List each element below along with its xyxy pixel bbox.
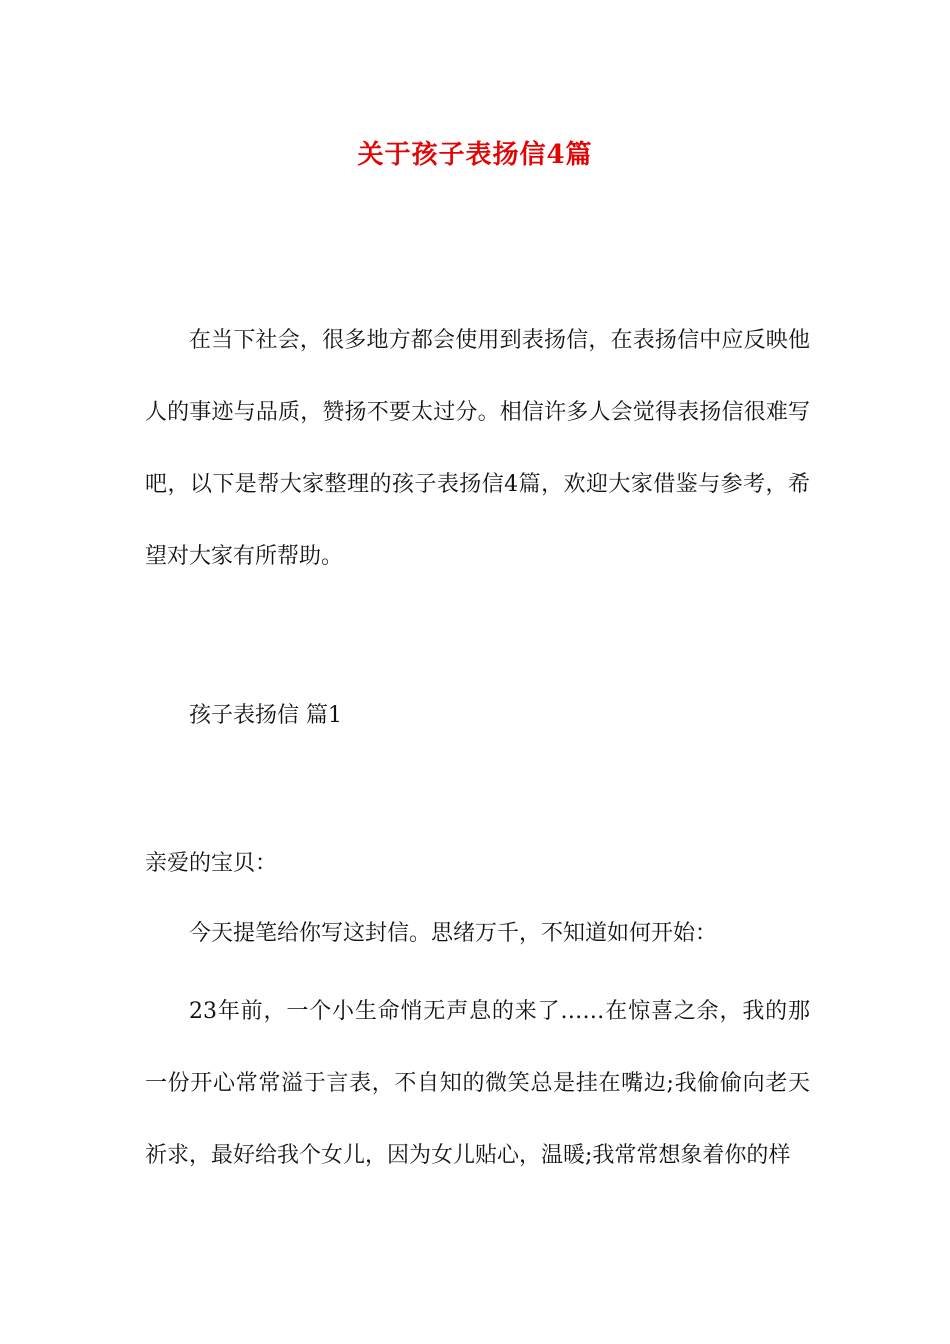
- section-heading: 孩子表扬信 篇1: [189, 703, 342, 728]
- body-paragraph-1: 今天提笔给你写这封信。思绪万千，不知道如何开始：: [189, 921, 718, 946]
- salutation: 亲爱的宝贝：: [145, 851, 278, 876]
- intro-paragraph: 在当下社会，很多地方都会使用到表扬信，在表扬信中应反映他人的事迹与品质，赞扬不要太过分。相信许多人会觉得表扬信很难写吧，以下是帮大家整理的孩子表扬信4篇，欢迎大家借鉴与参考，希望对大家有所帮助。: [145, 328, 810, 569]
- document-title: 关于孩子表扬信4篇: [357, 140, 593, 170]
- body-paragraph-2: 23年前，一个小生命悄无声息的来了……在惊喜之余，我的那一份开心常常溢于言表，不自知的微笑总是挂在嘴边;我偷偷向老天祈求，最好给我个女儿，因为女儿贴心，温暖;我常常想象着你的样: [145, 999, 810, 1168]
